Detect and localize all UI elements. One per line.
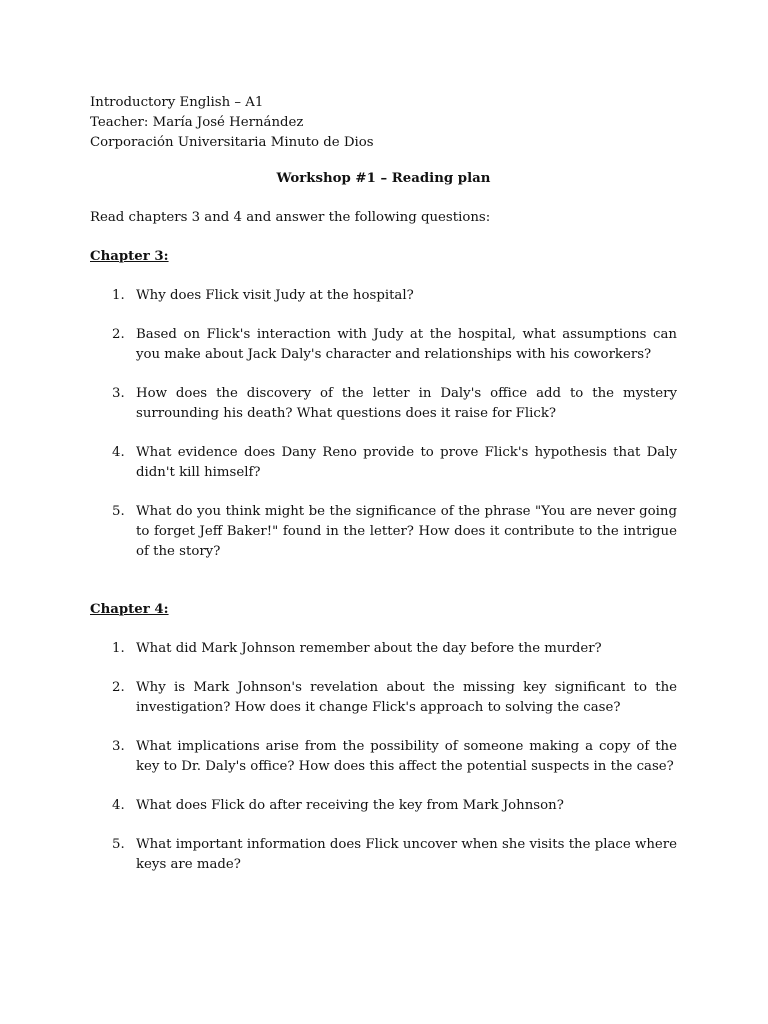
- chapter-4-questions: [90, 639, 677, 875]
- question-text: What evidence does Dany Reno provide to prove Flick's hypothesis that Daly didn't kill himself?: [136, 445, 677, 481]
- question-text: How does the discovery of the letter in Daly's office add to the mystery surrounding his death? What questions does it raise for Flick?: [136, 386, 677, 421]
- teacher-name: Teacher: María José Hernández: [90, 114, 304, 130]
- question-number: 2.: [112, 679, 125, 695]
- question-text: What does Flick do after receiving the key from Mark Johnson?: [136, 798, 564, 814]
- question-number: 2.: [112, 327, 125, 343]
- institution-name: Corporación Universitaria Minuto de Dios: [90, 134, 374, 150]
- question-number: 3.: [112, 738, 125, 754]
- document-title: Workshop #1 – Reading plan: [276, 171, 491, 187]
- question-item: [90, 286, 677, 306]
- question-text: Why is Mark Johnson's revelation about the missing key significant to the investigation? How does it change Flick's approach to solving the case?: [136, 679, 677, 715]
- question-text: What did Mark Johnson remember about the day before the murder?: [136, 640, 602, 656]
- question-number: 3.: [112, 386, 125, 402]
- question-text: What do you think might be the significance of the phrase "You are never going to forget Jeff Baker!" found in the letter? How does it contribute to the intrigue of the story?: [136, 504, 677, 559]
- question-item: [90, 502, 677, 561]
- question-text: Why does Flick visit Judy at the hospital?: [136, 287, 414, 303]
- course-name: Introductory English – A1: [90, 95, 264, 110]
- question-text: What implications arise from the possibility of someone making a copy of the key to Dr. Daly's office? How does this affect the potential suspects in the case?: [136, 738, 677, 774]
- document-header: [90, 93, 677, 152]
- question-number: 5.: [112, 837, 125, 853]
- question-item: [90, 737, 677, 777]
- question-text: Based on Flick's interaction with Judy at the hospital, what assumptions can you make about Jack Daly's character and relationships with his coworkers?: [136, 327, 677, 362]
- question-item: [90, 325, 677, 365]
- question-item: [90, 384, 677, 424]
- question-text: What important information does Flick uncover when she visits the place where keys are made?: [136, 837, 677, 873]
- question-number: 1.: [112, 640, 125, 656]
- question-item: [90, 443, 677, 483]
- question-number: 5.: [112, 504, 125, 520]
- chapter-3-heading: Chapter 3:: [90, 248, 169, 264]
- chapter-3-questions: [90, 286, 677, 562]
- document-page: [90, 93, 677, 875]
- question-number: 4.: [112, 445, 125, 461]
- question-item: [90, 835, 677, 875]
- question-number: 4.: [112, 798, 125, 814]
- question-item: [90, 639, 677, 659]
- question-item: [90, 678, 677, 718]
- question-number: 1.: [112, 287, 125, 303]
- question-item: [90, 796, 677, 816]
- instructions: Read chapters 3 and 4 and answer the following questions:: [90, 210, 491, 226]
- chapter-4-heading: Chapter 4:: [90, 601, 169, 617]
